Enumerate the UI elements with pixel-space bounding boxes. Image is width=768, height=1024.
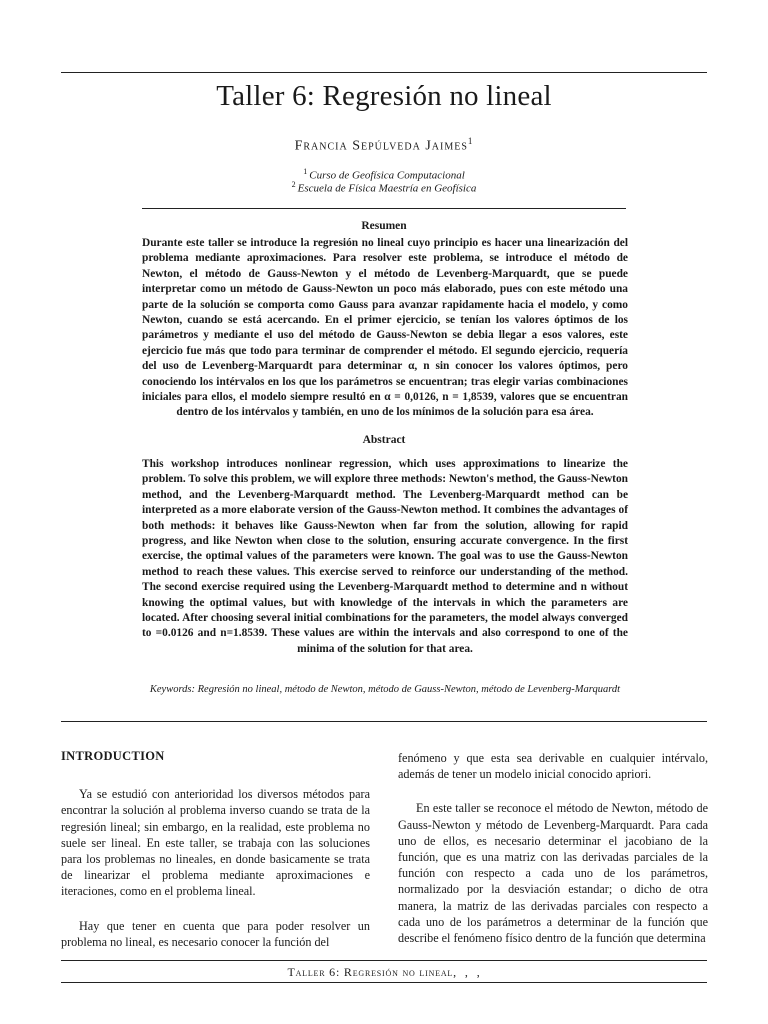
affiliation-1-mark: 1 xyxy=(303,167,308,176)
footer-sep-1: , xyxy=(464,965,469,979)
section-rule xyxy=(61,721,707,722)
author-name: Francia Sepúlveda Jaimes xyxy=(294,138,468,154)
resumen-heading: Resumen xyxy=(361,220,407,232)
paper-title: Taller 6: Regresión no lineal xyxy=(216,80,552,112)
right-column xyxy=(398,750,708,964)
footer-title: Taller 6: Regresión no lineal, xyxy=(287,965,457,979)
abstract-heading: Abstract xyxy=(362,434,406,446)
intro-paragraph-1: Ya se estudió con anterioridad los diversos métodos para encontrar la solución al problema inverso cuando se trata de la regresión lineal; sin embargo, en la realidad, este problema no suele ser lineal. En este taller, se trabaja con las soluciones para los problemas no lineales, en donde basicamente se trata de linearizar el problema mediante aproximaciones e iteraciones, como en el problema lineal. xyxy=(61,787,370,899)
affiliation-2-mark: 2 xyxy=(291,180,296,189)
keywords: Keywords: Regresión no lineal, método de Newton, método de Gauss-Newton, método de Levenberg-Marquardt xyxy=(149,684,621,695)
abstract-text: This workshop introduces nonlinear regression, which uses approximations to linearize the problem. To solve this problem, we will explore three methods: Newton's method, the Gauss-Newton method, and the Levenberg-Marquardt method. The Levenberg-Marquardt method can be interpreted as a more elaborate version of the Gauss-Newton method. It combines the advantages of both methods: it behaves like Gauss-Newton when far from the solution, allowing for rapid progress, and like Newton when close to the solution, ensuring accurate convergence. In the first exercise, the optimal values of the parameters were known. The goal was to use the Gauss-Newton method to reach these values. This exercise served to reinforce our understanding of the method. The second exercise required using the Levenberg-Marquardt method to determine and n without knowing the optimal values, but with knowledge of the intervals in which the parameters are located. After choosing several initial combinations for the parameters, the model always converged to =0.0126 and n=1.8539. These values are within the intervals and also correspond to one of the minima of the solution for that area. xyxy=(142,458,628,655)
affiliation-2 xyxy=(0,180,768,195)
right-paragraph-2: En este taller se reconoce el método de Newton, método de Gauss-Newton y método de Levenberg-Marquardt. Para cada uno de ellos, es necesario determinar el jacobiano de la función, que es una matriz con las derivadas parciales de la función con respecto a cada uno de los parámetros, normalizado por la desviación estandar; o dicho de otra manera, la matriz de las derivadas parciales con respecto a cada uno de los parámetros a determinar de la función que describe el fenómeno físico dentro de la función que determina xyxy=(398,801,708,946)
footer-rule xyxy=(61,960,707,961)
footer-bottom-rule xyxy=(61,982,707,983)
footer-sep-2: , xyxy=(476,965,481,979)
abstract-top-rule xyxy=(142,208,626,209)
running-footer xyxy=(0,965,768,980)
intro-paragraph-2: Hay que tener en cuenta que para poder resolver un problema no lineal, es necesario conocer la función del xyxy=(61,918,370,949)
resumen-text: Durante este taller se introduce la regresión no lineal cuyo principio es hacer una linearización del problema mediante aproximaciones. Para resolver este problema, se introduce el método de Newton, el método de Gauss-Newton y el método de Levenberg-Marquardt, que se puede interpretar como un método de Gauss-Newton un poco más elaborado, pues con este método una parte de la solución se comporta como Gauss para avanzar rapidamente hacia el modelo, y como Newton, cuando se está acercando. En el primer ejercicio, se tenían los valores óptimos de los parámetros y mediante el uso del método de Gauss-Newton se debia llegar a esos valores, este ejercicio fue más que todo para terminar de comprender el método. El segundo ejercicio, requería del uso de Levenberg-Marquardt para determinar α, n sin conocer los valores óptimos, pero conociendo los intérvalos en los que los parámetros se encuentran; tras elegir varias combinaciones iniciales para ellos, el modelo siempre resultó en α = 0,0126, n = 1,8539, valores que se encuentran dentro de los intérvalos y también, en uno de los mínimos de la solución para esa área. xyxy=(142,237,628,419)
right-paragraph-1: fenómeno y que esta sea derivable en cualquier intérvalo, además de tener un modelo inicial conocido apriori. xyxy=(398,751,708,782)
top-rule xyxy=(61,72,707,73)
affiliation-2-text: Escuela de Física Maestría en Geofísica xyxy=(297,182,477,195)
left-column xyxy=(61,740,370,968)
author-mark: 1 xyxy=(467,136,474,146)
author-line xyxy=(0,136,768,155)
affiliation-1-text: Curso de Geofísica Computacional xyxy=(309,169,465,182)
introduction-heading: INTRODUCTION xyxy=(61,749,165,763)
